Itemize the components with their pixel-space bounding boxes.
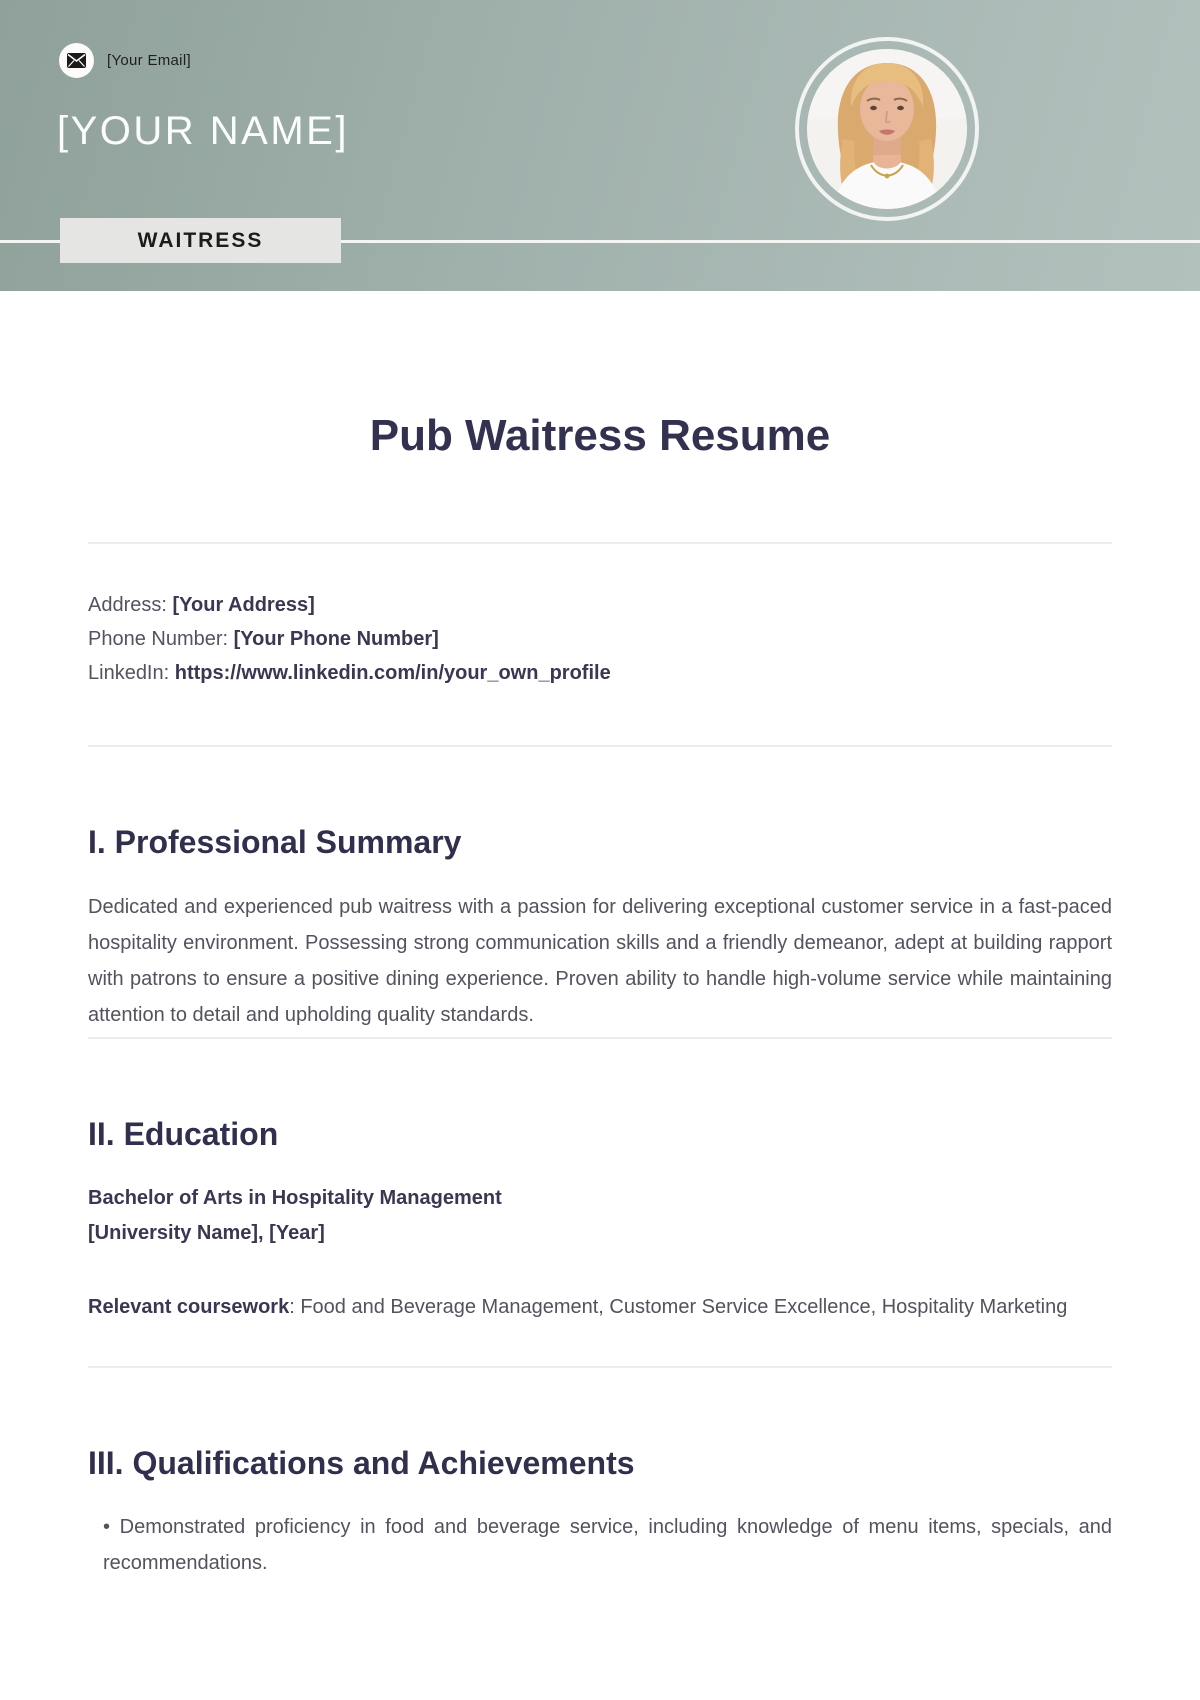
education-degree-block: [88, 1181, 1112, 1251]
qualifications-list: [88, 1509, 1112, 1581]
section-heading-qualifications: III. Qualifications and Achievements: [88, 1445, 635, 1481]
list-item: • Demonstrated proficiency in food and beverage service, including knowledge of menu items, specials, and recommendations.: [88, 1509, 1112, 1581]
professional-summary-text: Dedicated and experienced pub waitress with a passion for delivering exceptional customer service in a fast-paced hospitality environment. Possessing strong communication skills and a friendly demeanor, adept at building rapport with patrons to ensure a positive dining experience. Proven ability to handle high-volume service while maintaining attention to detail and upholding quality standards.: [88, 896, 1112, 1026]
address-label: Address:: [88, 594, 167, 616]
address-value: [Your Address]: [172, 594, 315, 616]
profile-photo-ring: [795, 37, 979, 221]
email-row: [59, 43, 191, 78]
role-badge: WAITRESS: [60, 218, 341, 263]
contact-address-line: [88, 588, 1112, 622]
degree-title: Bachelor of Arts in Hospitality Management: [88, 1187, 502, 1209]
contact-linkedin-line: [88, 656, 1112, 690]
document-body: [0, 410, 1200, 1581]
section-heading-education: II. Education: [88, 1116, 279, 1152]
profile-photo: [807, 49, 967, 209]
section-divider: [88, 1037, 1112, 1039]
contact-phone-line: [88, 622, 1112, 656]
contact-info: [88, 588, 1112, 690]
section-heading-professional-summary: I. Professional Summary: [88, 824, 462, 860]
university-year: [University Name], [Year]: [88, 1222, 325, 1244]
relevant-coursework: [88, 1289, 1112, 1325]
page-title: Pub Waitress Resume: [369, 411, 831, 460]
linkedin-url[interactable]: https://www.linkedin.com/in/your_own_profile: [174, 662, 611, 684]
phone-label: Phone Number:: [88, 628, 229, 650]
phone-value: [Your Phone Number]: [233, 628, 439, 650]
header-band: [0, 0, 1200, 291]
email-placeholder: [Your Email]: [107, 52, 191, 69]
email-icon: [59, 43, 94, 78]
candidate-name: [YOUR NAME]: [57, 109, 349, 153]
section-divider: [88, 542, 1112, 544]
linkedin-label: LinkedIn:: [88, 662, 170, 684]
coursework-list: : Food and Beverage Management, Customer Service Excellence, Hospitality Marketing: [289, 1296, 1068, 1318]
section-divider: [88, 745, 1112, 747]
coursework-label: Relevant coursework: [88, 1296, 290, 1318]
section-divider: [88, 1366, 1112, 1368]
